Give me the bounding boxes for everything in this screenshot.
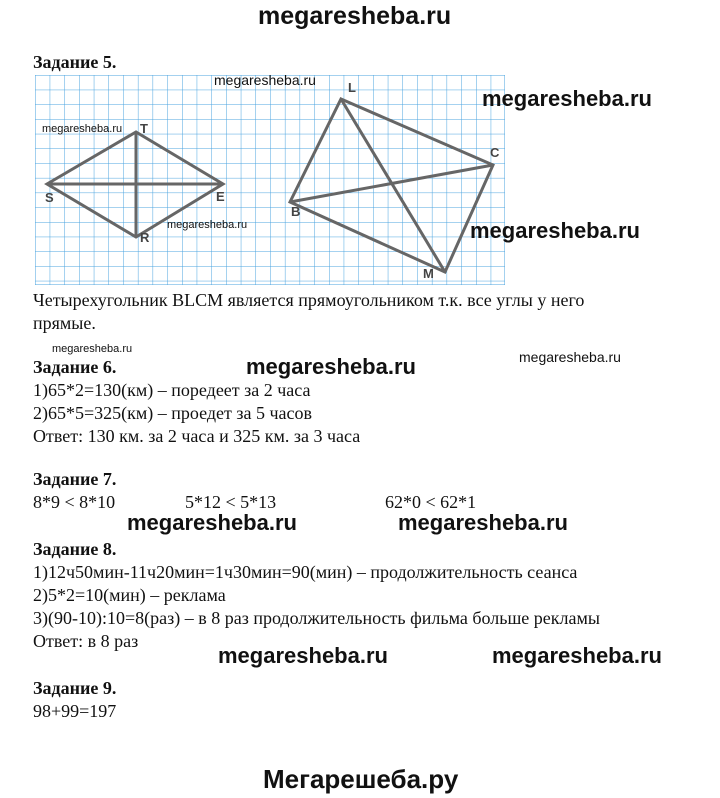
point-label-m: M (423, 266, 434, 281)
task8-line-3: 3)(90-10):10=8(раз) – в 8 раз продолжительность фильма больше рекламы (33, 608, 600, 628)
point-label-e: E (216, 189, 225, 204)
task7-item-1: 8*9 < 8*10 (33, 492, 116, 512)
watermark: megaresheba.ru (482, 86, 652, 111)
task8-line-1: 1)12ч50мин-11ч20мин=1ч30мин=90(мин) – продолжительность сеанса (33, 562, 578, 582)
watermark: megaresheba.ru (492, 643, 662, 668)
task8-heading: Задание 8. (33, 539, 117, 559)
watermark: megaresheba.ru (167, 219, 248, 231)
task5-heading: Задание 5. (33, 52, 117, 72)
point-label-c: C (490, 145, 500, 160)
task6-heading: Задание 6. (33, 357, 117, 377)
task6-answer: Ответ: 130 км. за 2 часа и 325 км. за 3 часа (33, 426, 361, 446)
task7-item-3: 62*0 < 62*1 (385, 492, 477, 512)
task9-heading: Задание 9. (33, 678, 117, 698)
point-label-s: S (45, 190, 54, 205)
point-label-b: B (291, 204, 301, 219)
geometry-figure (35, 75, 505, 285)
point-label-r: R (140, 230, 150, 245)
point-label-l: L (348, 80, 356, 95)
task6-line-1: 1)65*2=130(км) – поредеет за 2 часа (33, 380, 311, 400)
point-label-t: T (140, 121, 148, 136)
watermark: megaresheba.ru (42, 123, 123, 135)
task8-line-2: 2)5*2=10(мин) – реклама (33, 585, 226, 605)
watermark: megaresheba.ru (218, 643, 388, 668)
watermark: megaresheba.ru (246, 354, 416, 379)
task7-heading: Задание 7. (33, 469, 117, 489)
task5-text-line1: Четырехугольник BLCM является прямоугольником т.к. все углы у него (33, 290, 585, 310)
watermark: megaresheba.ru (52, 343, 133, 355)
watermark: megaresheba.ru (470, 218, 640, 243)
site-footer: Мегарешеба.ру (263, 764, 459, 794)
task7-item-2: 5*12 < 5*13 (185, 492, 277, 512)
task9-line-1: 98+99=197 (33, 701, 117, 721)
watermark: megaresheba.ru (398, 510, 568, 535)
task8-answer: Ответ: в 8 раз (33, 631, 139, 651)
watermark: megaresheba.ru (214, 72, 316, 88)
watermark: megaresheba.ru (127, 510, 297, 535)
site-header: megaresheba.ru (258, 2, 452, 30)
task6-line-2: 2)65*5=325(км) – проедет за 5 часов (33, 403, 313, 423)
watermark: megaresheba.ru (519, 349, 621, 365)
task5-text-line2: прямые. (33, 313, 96, 333)
